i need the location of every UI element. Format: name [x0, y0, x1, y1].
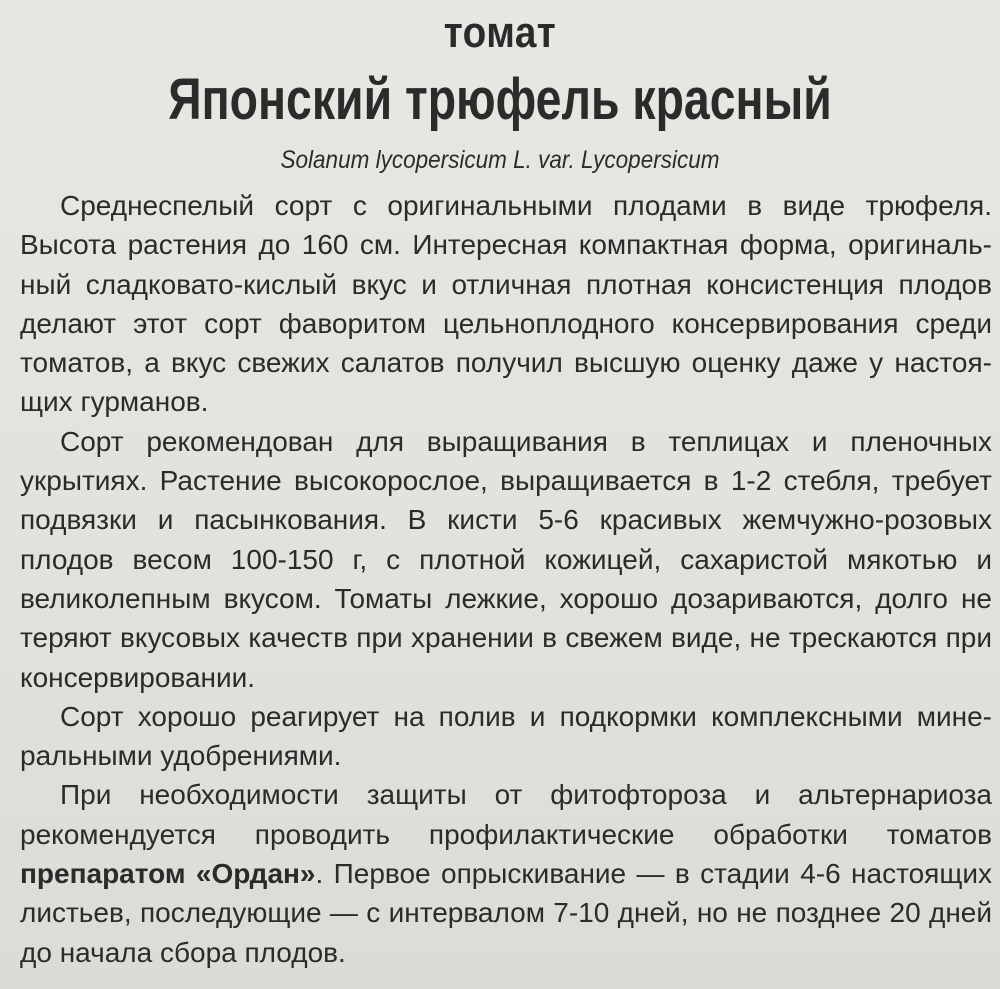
- description-text: [20, 186, 992, 972]
- paragraph-4-line-3-rest: . Первое опрыскивание — в стадии 4-6 настоящих: [315, 858, 992, 890]
- paragraph-2-line-7: консервировании.: [20, 661, 256, 693]
- paragraph-2-line-6: теряют вкусовых качеств при хранении в свежем виде, не трескаются при: [20, 622, 992, 654]
- crop-type-heading: томат: [443, 8, 557, 57]
- paragraph-4-line-1: При необходимости защиты от фитофтороза и альтернариоза: [60, 779, 992, 811]
- paragraph-1-line-5: томатов, а вкус свежих салатов получил высшую оценку даже у настоя-: [20, 347, 992, 379]
- paragraph-2-line-1: Сорт рекомендован для выращивания в теплицах и пленочных: [60, 425, 992, 457]
- latin-name: Solanum lycopersicum L. var. Lycopersicum: [280, 146, 720, 174]
- paragraph-3-line-1: Сорт хорошо реагирует на полив и подкормки комплексными мине-: [60, 700, 992, 732]
- paragraph-1-line-4: делают этот сорт фаворитом цельноплодного консервирования среди: [20, 307, 992, 339]
- paragraph-4-line-5: до начала сбора плодов.: [20, 936, 346, 968]
- paragraph-4-line-3: [20, 854, 992, 893]
- paragraph-2-line-4: плодов весом 100-150 г, с плотной кожицей, сахаристой мякотью и: [20, 543, 992, 575]
- paragraph-2-line-3: подвязки и пасынкования. В кисти 5-6 красивых жемчужно-розовых: [20, 504, 992, 536]
- paragraph-2-line-2: укрытиях. Растение высокорослое, выращивается в 1-2 стебля, требует: [20, 465, 992, 497]
- paragraph-1-line-6: щих гурманов.: [20, 386, 209, 418]
- paragraph-1-line-2: Высота растения до 160 см. Интересная компактная форма, оригиналь-: [20, 229, 992, 261]
- paragraph-2-line-5: великолепным вкусом. Томаты лежкие, хорошо дозариваются, долго не: [20, 582, 992, 614]
- paragraph-1-line-1: Среднеспелый сорт с оригинальными плодами в виде трюфеля.: [60, 190, 992, 221]
- paragraph-3-line-2: ральными удобрениями.: [20, 740, 342, 772]
- paragraph-4-line-4: листьев, последующие — с интервалом 7-10 дней, но не позднее 20 дней: [20, 897, 992, 929]
- product-name-bold: препаратом «Ордан»: [20, 858, 316, 890]
- paragraph-1-line-3: ный сладковато-кислый вкус и отличная плотная консистенция плодов: [20, 268, 992, 300]
- variety-name-heading: Японский трюфель красный: [168, 67, 832, 132]
- paragraph-4-line-2: рекомендуется проводить профилактические обработки томатов: [20, 818, 992, 850]
